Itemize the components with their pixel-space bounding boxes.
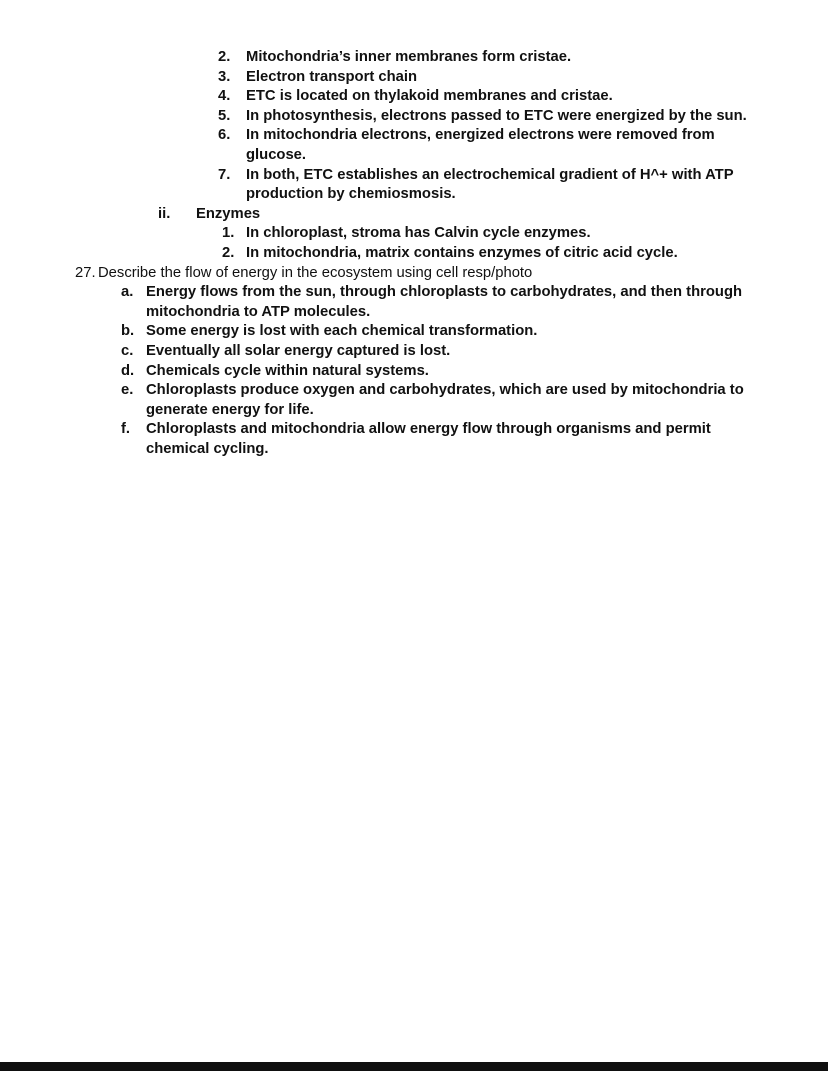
list-text: Electron transport chain: [246, 68, 418, 85]
list-marker: 6.: [218, 127, 231, 144]
list-item: [75, 48, 758, 68]
list-text: Chloroplasts produce oxygen and carbohydrates, which are used by mitochondria to generate energy for life.: [146, 382, 744, 418]
list-marker: 3.: [218, 68, 231, 85]
list-item: [75, 68, 758, 88]
list-text: Energy flows from the sun, through chloroplasts to carbohydrates, and then through mitochondria to ATP molecules.: [146, 284, 743, 320]
list-text: In mitochondria, matrix contains enzymes of citric acid cycle.: [246, 244, 678, 261]
list-marker: b.: [121, 323, 135, 340]
list-item: [75, 224, 758, 244]
list-text: ETC is located on thylakoid membranes and cristae.: [246, 88, 613, 105]
list-item-enzymes-heading: [75, 205, 758, 225]
list-item: [75, 362, 758, 382]
list-text: Chloroplasts and mitochondria allow energy flow through organisms and permit chemical cycling.: [146, 421, 711, 457]
list-marker: 1.: [222, 225, 235, 242]
document-content: [0, 0, 758, 459]
list-item: [75, 107, 758, 127]
list-text: Eventually all solar energy captured is lost.: [146, 342, 451, 359]
list-item: [75, 420, 758, 459]
list-marker: ii.: [158, 205, 171, 222]
list-marker: 2.: [218, 49, 231, 65]
list-item: [75, 283, 758, 322]
list-marker: 27.: [75, 264, 96, 281]
list-text: In photosynthesis, electrons passed to ETC were energized by the sun.: [246, 107, 747, 124]
list-item: [75, 342, 758, 362]
list-text: Chemicals cycle within natural systems.: [146, 362, 429, 379]
list-marker: d.: [121, 362, 135, 379]
list-item: [75, 381, 758, 420]
list-marker: 2.: [222, 244, 235, 261]
list-item: [75, 244, 758, 264]
question-text: Describe the flow of energy in the ecosystem using cell resp/photo: [98, 264, 533, 281]
list-text: Mitochondria’s inner membranes form cristae.: [246, 49, 572, 65]
list-marker: a.: [121, 284, 134, 301]
list-text: In mitochondria electrons, energized electrons were removed from glucose.: [246, 127, 715, 163]
list-text: In both, ETC establishes an electrochemical gradient of H^+ with ATP production by chemiosmosis.: [246, 166, 734, 203]
list-text: Enzymes: [196, 205, 261, 222]
list-item: [75, 166, 758, 205]
list-text: In chloroplast, stroma has Calvin cycle enzymes.: [246, 225, 591, 242]
list-marker: 7.: [218, 166, 231, 183]
list-item: [75, 87, 758, 107]
list-marker: 4.: [218, 88, 231, 105]
list-marker: c.: [121, 342, 134, 359]
bottom-bar: [0, 1062, 828, 1071]
list-text: Some energy is lost with each chemical transformation.: [146, 323, 538, 340]
question-27: [75, 264, 758, 284]
list-item: [75, 322, 758, 342]
list-marker: 5.: [218, 107, 231, 124]
list-marker: e.: [121, 382, 134, 399]
list-marker: f.: [121, 421, 131, 438]
list-item: [75, 126, 758, 165]
